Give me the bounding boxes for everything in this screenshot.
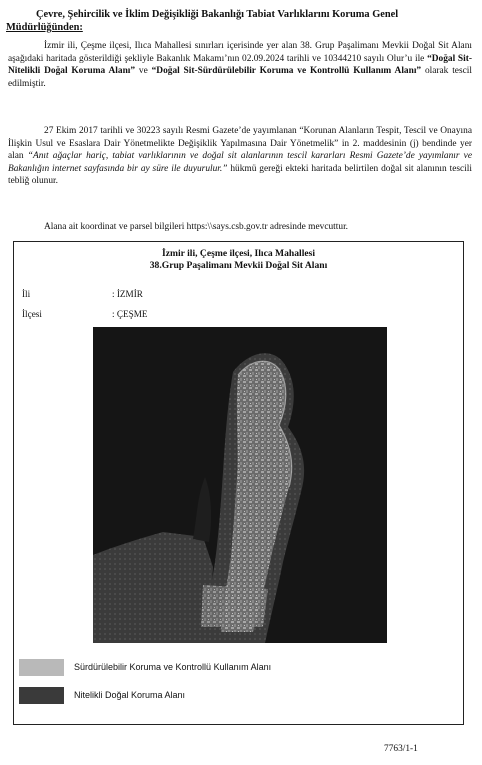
paragraph-registration: [8, 40, 472, 90]
p2-text-1: 27 Ekim 2017 tarihli ve 30223 sayılı Resmi Gazete’de yayımlanan “Korunan Alanların Tespit, Tescil ve Onayına İlişkin Usul ve Esaslara Dair Yönetmelikte Değişiklik Yapılmasına Dair Yönetmelik” in 2. maddesinin (j) bendinde yer alan: [8, 126, 472, 161]
district-value: : ÇEŞME: [112, 309, 148, 319]
satellite-map: [93, 327, 387, 643]
map-title-line-1: İzmir ili, Çeşme ilçesi, Ilıca Mahallesi: [161, 248, 316, 259]
province-label: İli: [22, 289, 31, 299]
legend-swatch-dark: [19, 687, 64, 704]
satellite-map-image: [93, 327, 387, 643]
document-code: 7763/1-1: [384, 744, 418, 754]
p1-bold-2: “Doğal Sit-Sürdürülebilir Koruma ve Kontrollü Kullanım Alanı”: [151, 66, 422, 76]
says-link[interactable]: https:\\says.csb.gov.tr: [186, 222, 268, 232]
p1-bold-1: “Doğal Sit-Nitelikli Doğal Koruma Alanı”: [8, 53, 472, 76]
p2-text-2: hükmü gereği ekteki haritada belirtilen doğal sit alanının tescili tebliğ olunur.: [8, 163, 472, 186]
header-line-1: Çevre, Şehircilik ve İklim Değişikliği Bakanlığı Tabiat Varlıklarını Koruma Genel: [36, 9, 399, 20]
header-line-2: Müdürlüğünden:: [6, 22, 83, 33]
document-header: [6, 8, 472, 34]
paragraph-regulation: [8, 125, 472, 188]
province-value: : İZMİR: [112, 289, 143, 299]
p1-text-3: olarak tescil edilmiştir.: [8, 66, 472, 89]
map-box-title: [14, 248, 463, 272]
map-box: [13, 241, 464, 725]
legend-label-sustainable: Sürdürülebilir Koruma ve Kontrollü Kullanım Alanı: [74, 662, 272, 672]
p1-text-1: İzmir ili, Çeşme ilçesi, Ilıca Mahallesi sınırları içerisinde yer alan 38. Grup Paşalimanı Mevkii Doğal Sit Alanı aşağıdaki haritada gösterildiği şekliyle Bakanlık Makamı’nın 02.09.2024 tarihli ve 10344210 sayılı Olur’u ile: [8, 41, 472, 64]
p2-italic: “Anıt ağaçlar hariç, tabiat varlıklarının ve doğal sit alanlarının tescil kararları Resmi Gazete’de yayımlanır ve Bakanlığın internet sayfasında bir ay süre ile duyurulur.”: [8, 151, 472, 174]
district-label: İlçesi: [22, 309, 42, 319]
legend-label-qualified: Nitelikli Doğal Koruma Alanı: [74, 690, 186, 700]
legend-swatch-light: [19, 659, 64, 676]
p1-text-2: ve: [135, 66, 152, 76]
paragraph-coordinates: [8, 221, 472, 234]
map-title-line-2: 38.Grup Paşalimanı Mevkii Doğal Sit Alanı: [149, 260, 328, 271]
p3-text-2: adresinde mevcuttur.: [267, 222, 349, 232]
p3-text-1: Alana ait koordinat ve parsel bilgileri: [44, 222, 187, 232]
